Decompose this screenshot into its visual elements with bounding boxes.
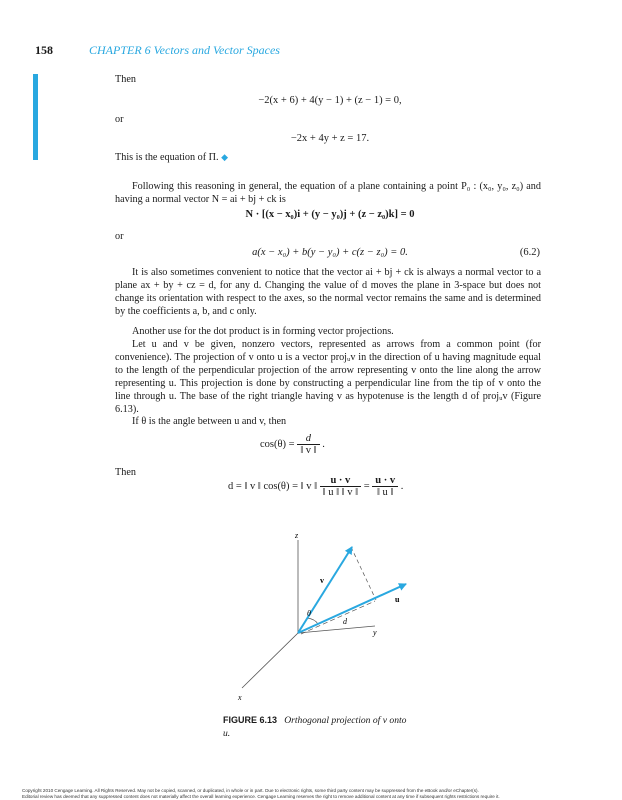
sidebar-marker [33, 74, 38, 160]
footer-line-2: Editorial review has deemed that any suppressed content does not materially affect the overall learning experience. Cengage Learning reserves the right to remove additional content at any time if subsequent rights restrictions require it. [22, 794, 500, 799]
eq-d-numerator-1: u · v [320, 475, 361, 487]
perpendicular-line [351, 547, 376, 600]
eq-cos-end: . [322, 438, 325, 450]
text-or-2: or [115, 231, 124, 242]
eq-d-end: . [400, 480, 404, 492]
angle-arc [307, 618, 318, 624]
equation-3: N · [(x − x₀)i + (y − y₀)j + (z − z₀)k] = 0 [245, 209, 415, 220]
label-y: y [373, 628, 377, 637]
end-of-example-diamond-icon: ◆ [221, 152, 229, 162]
eq-cos-lhs: cos(θ) = [260, 438, 295, 450]
equation-2: −2x + 4y + z = 17. [290, 133, 370, 144]
label-u: u [395, 595, 400, 604]
text-then-1: Then [115, 74, 136, 85]
eq-d-numerator-2: u · v [372, 475, 398, 487]
page-number: 158 [35, 43, 53, 57]
footer-line-1: Copyright 2010 Cengage Learning. All Rights Reserved. May not be copied, scanned, or duplicated, in whole or in part. Due to electronic rights, some third party content may be suppressed from the eBook and/or eChapter(s). [22, 788, 479, 793]
paragraph-another: Another use for the dot product is in forming vector projections. [132, 326, 394, 337]
equation-cos [260, 433, 325, 456]
x-axis [242, 633, 298, 688]
figure-caption-text: Orthogonal projection of v onto u. [223, 715, 407, 739]
paragraph-convenient: It is also sometimes convenient to notice that the vector ai + bj + ck is always a normal vector to a plane ax + by + cz = d, for any d. Changing the value of d moves the plane in 3-space but does not change its orientation with respect to the axes, so the normal vector remains the same and is determined by the coefficients a, b, and c only. [115, 267, 541, 318]
paragraph-let: Let u and v be given, nonzero vectors, represented as arrows from a common point (for convenience). The projection of v onto u is a vector projᵤv in the direction of u having magnitude equal to the length of the perpendicular projection of the arrow representing v onto the line along the arrow representing u. This projection is done by constructing a perpendicular line from the tip of v onto the line through u. The base of the right triangle having v as hypotenuse is the length d of projᵤv (Figure 6.13). [115, 339, 541, 416]
chapter-title: CHAPTER 6 Vectors and Vector Spaces [89, 43, 280, 57]
figure-caption-label: FIGURE 6.13 [223, 715, 278, 725]
equation-number: (6.2) [519, 247, 540, 258]
label-z: z [295, 531, 299, 540]
eq-d-fraction-1 [320, 475, 361, 498]
label-x: x [238, 693, 242, 702]
figure-projection-diagram [225, 528, 425, 708]
label-v: v [320, 576, 324, 585]
paragraph-following: Following this reasoning in general, the equation of a plane containing a point P₀ : (x₀, y₀, z₀) and having a normal vector N = ai + bj + ck is [115, 181, 541, 206]
eq-d-fraction-2 [372, 475, 398, 498]
eq-cos-denominator: ‖ v ‖ [300, 445, 317, 456]
paragraph-if: If θ is the angle between u and v, then [132, 416, 287, 427]
label-theta: θ [307, 609, 311, 618]
equation-1: −2(x + 6) + 4(y − 1) + (z − 1) = 0, [258, 95, 402, 106]
eq-d-lhs: d = ‖ v ‖ cos(θ) = ‖ v ‖ [228, 480, 318, 492]
plane-equation-sentence [115, 151, 228, 164]
figure-caption [223, 714, 413, 740]
equation-4: a(x − x₀) + b(y − y₀) + c(z − z₀) = 0. [252, 247, 408, 258]
eq-cos-numerator: d [297, 433, 319, 445]
text-or-1: or [115, 114, 124, 125]
eq-cos-fraction [297, 433, 319, 456]
eq-d-denominator-2: ‖ u ‖ [376, 487, 394, 498]
copyright-footer [22, 788, 602, 800]
plane-equation-text: This is the equation of Π. [115, 152, 219, 163]
equation-d [228, 475, 403, 498]
eq-d-mid: = [363, 480, 370, 492]
eq-d-denominator-1: ‖ u ‖ ‖ v ‖ [322, 487, 359, 498]
text-then-2: Then [115, 467, 136, 478]
label-d: d [343, 617, 347, 626]
